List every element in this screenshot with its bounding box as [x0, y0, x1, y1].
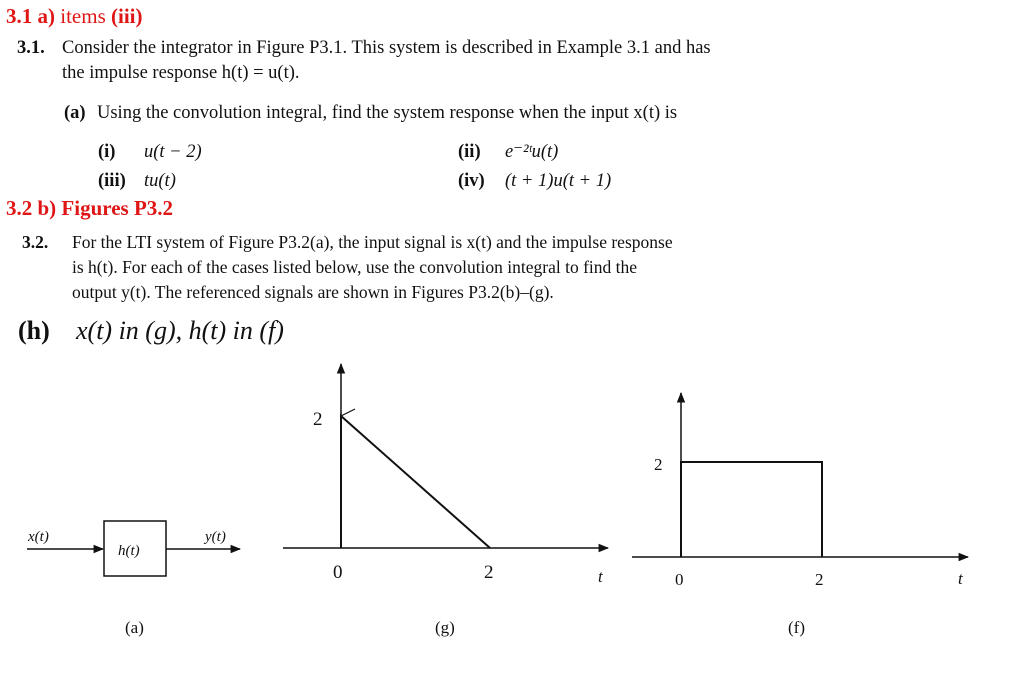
- g-y-tick: 2: [313, 409, 323, 430]
- f-x-tick-2: 2: [815, 570, 824, 589]
- f-caption: (f): [788, 618, 805, 637]
- problem31-line2: the impulse response h(t) = u(t).: [62, 63, 300, 83]
- figure-f: [632, 393, 968, 637]
- g-x-tick-0: 0: [333, 562, 343, 583]
- item-iv-label: (iv): [458, 171, 485, 191]
- f-y-tick: 2: [654, 455, 663, 474]
- section1-roman: (iii): [111, 4, 143, 28]
- g-x-axis-label: t: [598, 567, 603, 586]
- part-h-text: x(t) in (g), h(t) in (f): [76, 316, 284, 345]
- part-a-label: (a): [64, 103, 86, 123]
- f-x-tick-0: 0: [675, 570, 684, 589]
- item-iv-expr: (t + 1)u(t + 1): [505, 171, 612, 191]
- g-signal-line: [341, 416, 490, 548]
- section1-word: items: [60, 4, 106, 28]
- item-i-label: (i): [98, 142, 116, 162]
- figure-g: [283, 364, 608, 637]
- part-a-text: Using the convolution integral, find the system response when the input x(t) is: [97, 103, 678, 123]
- item-i-expr: u(t − 2): [144, 142, 202, 162]
- block-output-label: y(t): [205, 529, 226, 545]
- block-diagram: [27, 521, 240, 637]
- problem31-line1: Consider the integrator in Figure P3.1. This system is described in Example 3.1 and has: [62, 38, 711, 58]
- f-x-axis-label: t: [958, 569, 963, 588]
- g-caption: (g): [435, 618, 455, 637]
- part-h-label: (h): [18, 316, 50, 345]
- g-x-tick-2: 2: [484, 562, 494, 583]
- section2-header: 3.2 b) Figures P3.2: [6, 196, 174, 220]
- item-iii-expr: tu(t): [144, 171, 176, 191]
- problem32-line1: For the LTI system of Figure P3.2(a), the input signal is x(t) and the impulse response: [72, 232, 673, 252]
- item-iii-label: (iii): [98, 171, 126, 191]
- problem32-line3: output y(t). The referenced signals are shown in Figures P3.2(b)–(g).: [72, 282, 554, 302]
- block-box-label: h(t): [118, 543, 140, 559]
- g-y-tick-mark: [341, 409, 355, 416]
- problem31-number: 3.1.: [17, 38, 45, 58]
- item-ii-expr: e⁻²ᵗu(t): [505, 142, 559, 162]
- block-caption: (a): [125, 618, 144, 637]
- problem32-line2: is h(t). For each of the cases listed below, use the convolution integral to find the: [72, 257, 638, 277]
- item-ii-label: (ii): [458, 142, 481, 162]
- problem32-number: 3.2.: [22, 232, 49, 252]
- block-input-label: x(t): [28, 529, 49, 545]
- section1-number: 3.1 a): [6, 4, 55, 28]
- f-signal-line: [681, 462, 822, 557]
